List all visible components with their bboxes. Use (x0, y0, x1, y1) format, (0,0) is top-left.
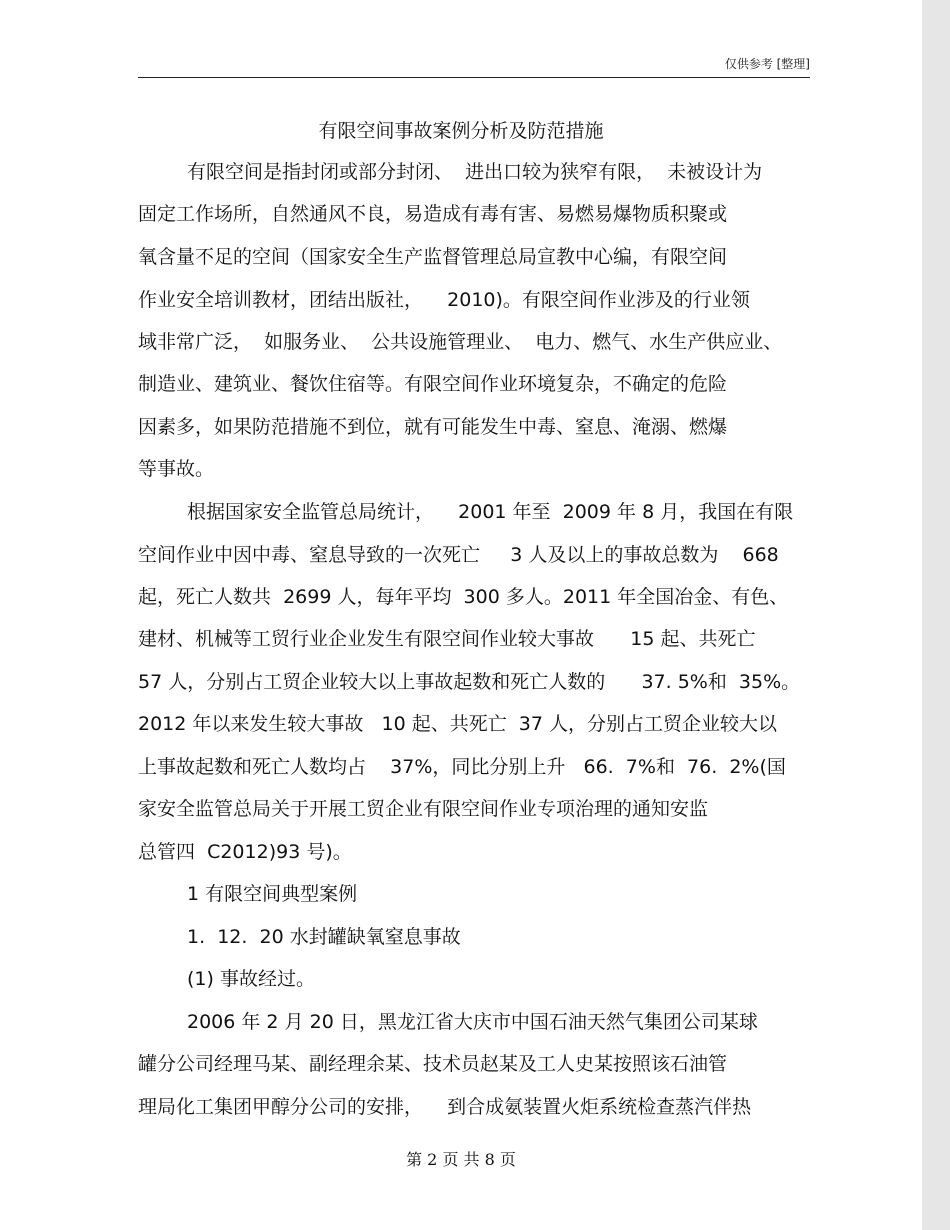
paragraph-line: 作业安全培训教材，团结出版社， 2010)。有限空间作业涉及的行业领 (138, 289, 750, 311)
paragraph-line: 上事故起数和死亡人数均占 37%，同比分别上升 66. 7%和 76. 2%(国 (138, 756, 786, 778)
header-note: 仅供参考 [整理] (724, 57, 810, 71)
paragraph-line: 等事故。 (138, 458, 215, 480)
paragraph-line: 制造业、建筑业、餐饮住宿等。有限空间作业环境复杂，不确定的危险 (138, 373, 728, 395)
paragraph-line: 理局化工集团甲醇分公司的安排， 到合成氨装置火炬系统检查蒸汽伴热 (138, 1096, 752, 1118)
subsection-heading: 1. 12. 20 水封罐缺氧窒息事故 (187, 926, 461, 948)
page-footer: 第 2 页 共 8 页 (406, 1150, 516, 1169)
paragraph-line: 2012 年以来发生较大事故 10 起、共死亡 37 人，分别占工贸企业较大以 (138, 713, 778, 735)
section-heading: 1 有限空间典型案例 (187, 883, 358, 905)
paragraph-line: 2006 年 2 月 20 日，黑龙江省大庆市中国石油天然气集团公司某球 (187, 1011, 758, 1033)
paragraph-line: 家安全监管总局关于开展工贸企业有限空间作业专项治理的通知安监 (138, 798, 709, 820)
paragraph-line: 建材、机械等工贸行业企业发生有限空间作业较大事故 15 起、共死亡 (138, 628, 756, 650)
page-header (138, 55, 810, 78)
paragraph-line: 总管四 C2012)93 号)。 (138, 841, 352, 863)
paragraph-line: 因素多，如果防范措施不到位，就有可能发生中毒、窒息、淹溺、燃爆 (138, 416, 728, 438)
document-title: 有限空间事故案例分析及防范措施 (318, 120, 604, 142)
paragraph-line: 起，死亡人数共 2699 人，每年平均 300 多人。2011 年全国冶金、有色、 (138, 586, 789, 608)
paragraph-line: 固定工作场所，自然通风不良，易造成有毒有害、易燃易爆物质积聚或 (138, 203, 728, 225)
paragraph-line: 氧含量不足的空间（国家安全生产监督管理总局宣教中心编，有限空间 (138, 246, 728, 268)
paragraph-line: 域非常广泛， 如服务业、 公共设施管理业、 电力、燃气、水生产供应业、 (138, 331, 783, 353)
paragraph-line: 57 人，分别占工贸企业较大以上事故起数和死亡人数的 37. 5%和 35%。 (138, 671, 801, 693)
paragraph-line: 罐分公司经理马某、副经理余某、技术员赵某及工人史某按照该石油管 (138, 1053, 728, 1075)
paragraph-line: 有限空间是指封闭或部分封闭、 进出口较为狭窄有限， 未被设计为 (187, 161, 763, 183)
paragraph-line: 空间作业中因中毒、窒息导致的一次死亡 3 人及以上的事故总数为 668 (138, 544, 779, 566)
paragraph-line: 根据国家安全监管总局统计， 2001 年至 2009 年 8 月，我国在有限 (187, 501, 794, 523)
subsection-heading: (1) 事故经过。 (187, 968, 315, 990)
